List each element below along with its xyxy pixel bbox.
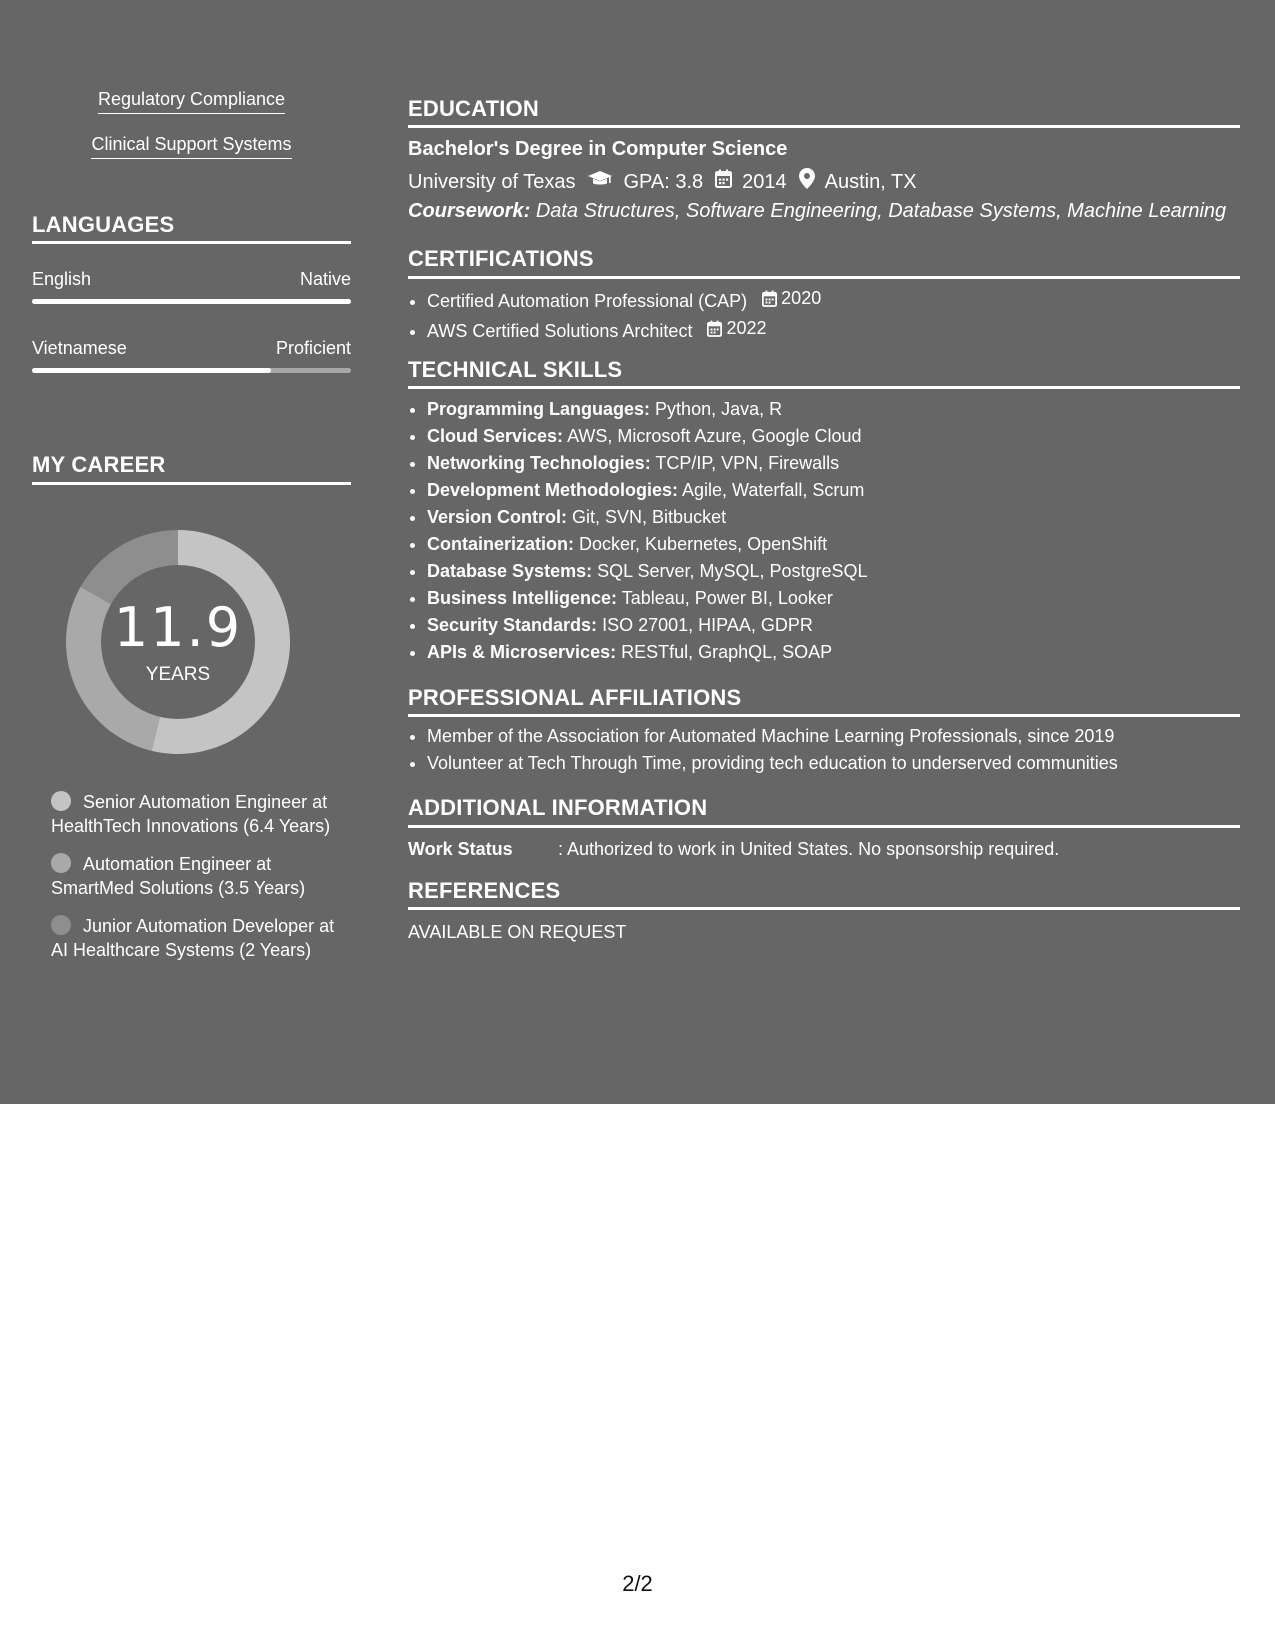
skill-label: Version Control: <box>427 507 568 527</box>
skill-item <box>427 423 1259 450</box>
skill-value: TCP/IP, VPN, Firewalls <box>655 453 840 473</box>
career-item <box>51 790 336 838</box>
language-row-vietnamese <box>32 337 351 359</box>
skill-item <box>427 612 1259 639</box>
language-level: Proficient <box>275 338 351 358</box>
work-status-label: Work Status <box>408 839 513 859</box>
skill-item <box>427 504 1259 531</box>
skill-label: APIs & Microservices: <box>427 642 617 662</box>
references-heading: REFERENCES <box>408 878 561 903</box>
skill-item <box>427 585 1259 612</box>
education-school: University of Texas <box>408 170 576 193</box>
certification-name: AWS Certified Solutions Architect <box>427 321 693 341</box>
skill-label: Programming Languages: <box>427 399 651 419</box>
education-year: 2014 <box>742 170 787 193</box>
legend-dot <box>51 791 71 811</box>
skill-item <box>427 450 1259 477</box>
skill-label: Containerization: <box>427 534 574 554</box>
map-pin-icon <box>799 168 815 195</box>
career-item-text: Senior Automation Engineer at HealthTech Innovations (6.4 Years) <box>51 792 331 836</box>
career-item-text: Automation Engineer at SmartMed Solutions (3.5 Years) <box>51 854 306 898</box>
certification-year: 2022 <box>726 318 767 338</box>
education-degree: Bachelor's Degree in Computer Science <box>408 138 788 160</box>
section-divider <box>32 241 351 244</box>
work-status-value: : Authorized to work in United States. No sponsorship required. <box>558 839 1060 859</box>
skill-label: Business Intelligence: <box>427 588 618 608</box>
skill-label: Database Systems: <box>427 561 593 581</box>
technical-skills-list <box>408 396 1259 666</box>
education-location: Austin, TX <box>824 170 917 193</box>
legend-dot <box>51 853 71 873</box>
skill-value: SQL Server, MySQL, PostgreSQL <box>597 561 868 581</box>
skill-value: ISO 27001, HIPAA, GDPR <box>602 615 813 635</box>
section-divider <box>408 386 1240 389</box>
language-level: Native <box>299 269 351 289</box>
skill-label: Clinical Support Systems <box>91 133 291 159</box>
coursework-list: Data Structures, Software Engineering, Database Systems, Machine Learning <box>535 200 1227 222</box>
skill-label: Networking Technologies: <box>427 453 651 473</box>
skill-label: Cloud Services: <box>427 426 564 446</box>
work-status <box>408 838 1059 860</box>
language-name: Vietnamese <box>32 338 127 358</box>
graduation-cap-icon <box>587 170 613 194</box>
language-bar-english <box>32 299 351 304</box>
section-divider <box>408 907 1240 910</box>
career-donut-chart <box>66 530 290 754</box>
affiliation-item: • Volunteer at Tech Through Time, providing tech education to underserved communities <box>427 750 1259 777</box>
calendar-icon <box>707 320 722 337</box>
career-item <box>51 914 336 962</box>
language-name: English <box>32 269 92 289</box>
education-coursework <box>408 199 1226 223</box>
career-legend <box>51 790 336 976</box>
certification-item <box>427 285 1259 315</box>
skill-value: Docker, Kubernetes, OpenShift <box>579 534 828 554</box>
career-item-text: Junior Automation Developer at AI Healthcare Systems (2 Years) <box>51 916 335 960</box>
skill-value: RESTful, GraphQL, SOAP <box>621 642 833 662</box>
section-divider <box>408 714 1240 717</box>
language-bar-vietnamese <box>32 368 351 373</box>
skill-link-clinical-support-systems[interactable] <box>32 133 351 159</box>
affiliation-item: • Member of the Association for Automated Machine Learning Professionals, since 2019 <box>427 723 1259 750</box>
language-row-english <box>32 268 351 290</box>
certifications-heading: CERTIFICATIONS <box>408 246 594 271</box>
language-bar-fill <box>32 299 351 304</box>
certifications-list <box>408 285 1259 345</box>
skill-item <box>427 639 1259 666</box>
skill-label: Regulatory Compliance <box>98 88 285 114</box>
section-divider <box>408 125 1240 128</box>
career-heading: MY CAREER <box>32 452 166 477</box>
technical-skills-heading: TECHNICAL SKILLS <box>408 357 623 382</box>
skill-value: Git, SVN, Bitbucket <box>572 507 727 527</box>
certification-year: 2020 <box>781 288 822 308</box>
skill-label: Security Standards: <box>427 615 598 635</box>
calendar-icon <box>762 290 777 307</box>
coursework-label: Coursework: <box>408 200 531 222</box>
education-heading: EDUCATION <box>408 96 539 121</box>
skill-value: Python, Java, R <box>655 399 783 419</box>
affiliations-list <box>408 723 1259 777</box>
additional-info-heading: ADDITIONAL INFORMATION <box>408 795 708 820</box>
languages-heading: LANGUAGES <box>32 212 175 237</box>
section-divider <box>408 825 1240 828</box>
page-number: 2/2 <box>622 1571 653 1596</box>
section-divider <box>408 276 1240 279</box>
language-bar-fill <box>32 368 271 373</box>
affiliations-heading: PROFESSIONAL AFFILIATIONS <box>408 685 742 710</box>
certification-item <box>427 315 1259 345</box>
education-gpa: GPA: 3.8 <box>623 170 704 193</box>
calendar-icon <box>715 169 732 194</box>
skill-value: Tableau, Power BI, Looker <box>621 588 833 608</box>
skill-item <box>427 558 1259 585</box>
career-total-unit: YEARS <box>145 664 211 685</box>
career-item <box>51 852 336 900</box>
skill-value: Agile, Waterfall, Scrum <box>682 480 865 500</box>
skill-item <box>427 396 1259 423</box>
references-text: AVAILABLE ON REQUEST <box>408 922 627 942</box>
skill-item <box>427 531 1259 558</box>
certification-name: Certified Automation Professional (CAP) <box>427 291 748 311</box>
career-total-years: 11.9 <box>113 596 243 659</box>
skill-item <box>427 477 1259 504</box>
section-divider <box>32 482 351 485</box>
skill-value: AWS, Microsoft Azure, Google Cloud <box>567 426 862 446</box>
legend-dot <box>51 915 71 935</box>
education-details <box>408 168 917 195</box>
skill-link-regulatory-compliance[interactable] <box>32 88 351 114</box>
skill-label: Development Methodologies: <box>427 480 679 500</box>
